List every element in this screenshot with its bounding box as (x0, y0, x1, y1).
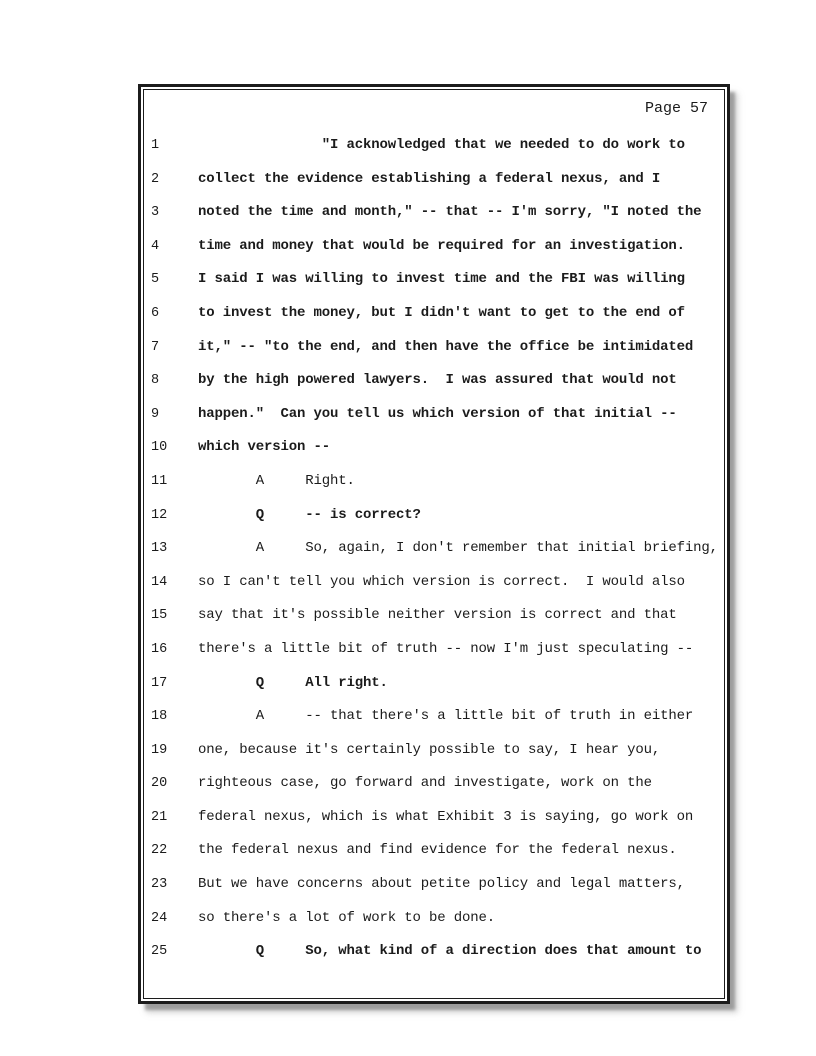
transcript-line (141, 801, 727, 835)
line-number: 20 (151, 776, 168, 792)
transcript-line (141, 331, 727, 365)
line-number: 13 (151, 541, 168, 557)
line-text: by the high powered lawyers. I was assured that would not (198, 372, 677, 389)
line-number: 9 (151, 406, 160, 422)
line-text: it," -- "to the end, and then have the office be intimidated (198, 338, 694, 355)
line-text: Q So, what kind of a direction does that amount to (198, 943, 702, 960)
line-text: federal nexus, which is what Exhibit 3 is saying, go work on (198, 808, 694, 825)
transcript-line (141, 935, 727, 969)
line-number: 25 (151, 944, 168, 960)
transcript-line (141, 566, 727, 600)
page-number-label: Page 57 (644, 100, 708, 117)
line-number: 10 (151, 440, 168, 456)
transcript-line (141, 599, 727, 633)
line-number: 6 (151, 305, 160, 321)
transcript-line (141, 834, 727, 868)
transcript-line (141, 398, 727, 432)
transcript-line (141, 263, 727, 297)
transcript-line (141, 667, 727, 701)
line-text: which version -- (198, 439, 331, 456)
line-number: 16 (151, 641, 168, 657)
line-text: time and money that would be required for an investigation. (198, 237, 685, 254)
transcript-line (141, 734, 727, 768)
transcript-line (141, 129, 727, 163)
line-text: noted the time and month," -- that -- I'm sorry, "I noted the (198, 204, 702, 221)
transcript-line (141, 230, 727, 264)
transcript-line (141, 767, 727, 801)
line-text: I said I was willing to invest time and the FBI was willing (198, 271, 685, 288)
line-text: "I acknowledged that we needed to do work to (198, 137, 685, 153)
transcript-line (141, 465, 727, 499)
line-text: Q All right. (198, 674, 388, 691)
line-number: 17 (151, 675, 168, 691)
line-number: 3 (151, 205, 160, 221)
transcript-line (141, 532, 727, 566)
line-number: 22 (151, 843, 168, 859)
line-number: 18 (151, 709, 168, 725)
line-text: Q -- is correct? (198, 506, 421, 523)
line-text: But we have concerns about petite policy and legal matters, (198, 876, 685, 893)
line-number: 4 (151, 238, 160, 254)
line-number: 8 (151, 373, 160, 389)
transcript-line (141, 499, 727, 533)
line-number: 5 (151, 272, 160, 288)
transcript-line (141, 868, 727, 902)
line-number: 19 (151, 742, 168, 758)
line-text: so I can't tell you which version is correct. I would also (198, 573, 685, 590)
line-text: collect the evidence establishing a federal nexus, and I (198, 170, 661, 187)
line-number: 11 (151, 473, 168, 489)
line-number: 24 (151, 910, 168, 926)
line-text: the federal nexus and find evidence for the federal nexus. (198, 842, 677, 859)
line-text: one, because it's certainly possible to say, I hear you, (198, 741, 661, 758)
transcript-line (141, 902, 727, 936)
line-text: say that it's possible neither version is correct and that (198, 607, 677, 624)
line-text: righteous case, go forward and investigate, work on the (198, 775, 652, 792)
line-text: A Right. (198, 472, 355, 489)
line-number: 12 (151, 507, 168, 523)
line-number: 23 (151, 877, 168, 893)
line-number: 15 (151, 608, 168, 624)
transcript-line (141, 196, 727, 230)
line-text: so there's a lot of work to be done. (198, 909, 496, 926)
line-number: 7 (151, 339, 160, 355)
transcript-line (141, 431, 727, 465)
line-number: 14 (151, 574, 168, 590)
line-number: 2 (151, 171, 160, 187)
line-text: A -- that there's a little bit of truth in either (198, 708, 694, 725)
transcript-line (141, 297, 727, 331)
transcript-page (138, 84, 730, 1004)
transcript-line (141, 700, 727, 734)
transcript-line (141, 633, 727, 667)
line-text: A So, again, I don't remember that initial briefing, (198, 540, 718, 557)
line-text: to invest the money, but I didn't want to get to the end of (198, 304, 685, 321)
transcript-lines (141, 129, 727, 969)
line-text: there's a little bit of truth -- now I'm just speculating -- (198, 640, 694, 657)
line-number: 1 (151, 138, 160, 153)
transcript-line (141, 364, 727, 398)
transcript-line (141, 163, 727, 197)
line-text: happen." Can you tell us which version of that initial -- (198, 405, 677, 422)
line-number: 21 (151, 809, 168, 825)
